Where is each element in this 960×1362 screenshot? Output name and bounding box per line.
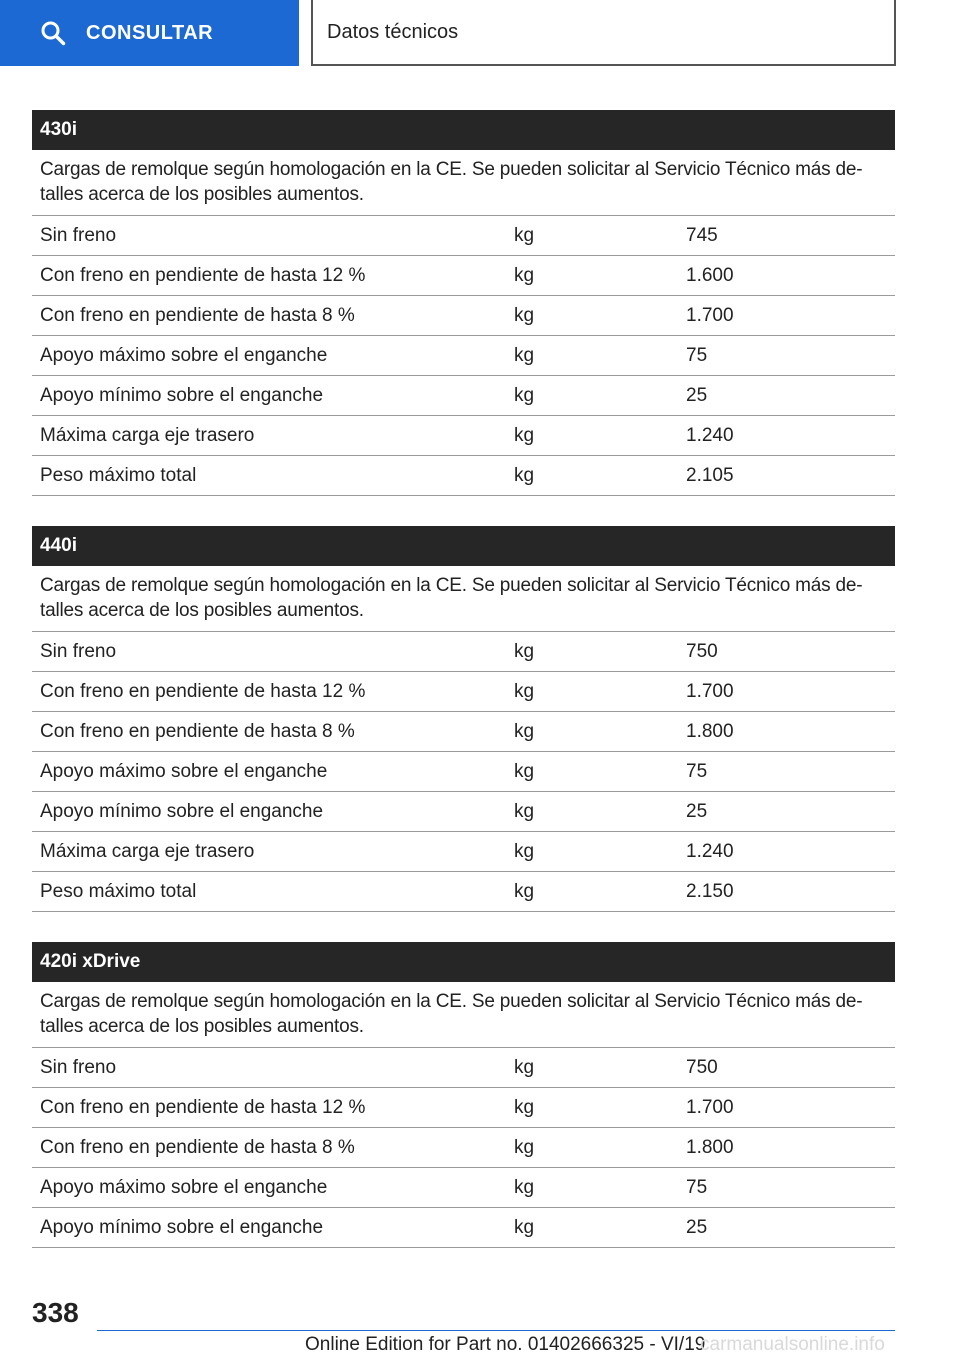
- row-unit: kg: [514, 680, 535, 702]
- table-row: [32, 792, 895, 832]
- row-label: Sin freno: [40, 1056, 117, 1078]
- row-label: Máxima carga eje trasero: [40, 424, 255, 446]
- row-unit: kg: [514, 384, 535, 406]
- table-row: [32, 712, 895, 752]
- consult-button-label: CONSULTAR: [86, 21, 214, 44]
- row-unit: kg: [514, 264, 535, 286]
- table-row: [32, 1128, 895, 1168]
- spec-section: [32, 526, 895, 912]
- table-row: [32, 256, 895, 296]
- row-unit: kg: [514, 424, 535, 446]
- table-row: [32, 672, 895, 712]
- row-unit: kg: [514, 464, 535, 486]
- row-label: Con freno en pendiente de hasta 8 %: [40, 1136, 355, 1158]
- row-unit: kg: [514, 304, 535, 326]
- row-label: Peso máximo total: [40, 464, 197, 486]
- row-unit: kg: [514, 1136, 535, 1158]
- spec-tables: [32, 110, 895, 1278]
- section-title: Datos técnicos: [311, 0, 896, 66]
- row-value: 1.800: [686, 720, 734, 742]
- row-value: 25: [686, 1216, 708, 1238]
- section-heading: 420i xDrive: [32, 942, 895, 982]
- table-row: [32, 1088, 895, 1128]
- watermark: carmanualsonline.info: [700, 1334, 885, 1355]
- table-row: [32, 832, 895, 872]
- row-value: 25: [686, 384, 708, 406]
- row-value: 1.240: [686, 840, 734, 862]
- row-value: 1.600: [686, 264, 734, 286]
- row-label: Peso máximo total: [40, 880, 197, 902]
- row-unit: kg: [514, 640, 535, 662]
- table-row: [32, 632, 895, 672]
- row-label: Apoyo mínimo sobre el enganche: [40, 384, 324, 406]
- row-label: Con freno en pendiente de hasta 12 %: [40, 1096, 366, 1118]
- row-label: Con freno en pendiente de hasta 8 %: [40, 304, 355, 326]
- row-unit: kg: [514, 720, 535, 742]
- row-label: Apoyo mínimo sobre el enganche: [40, 800, 324, 822]
- row-unit: kg: [514, 1176, 535, 1198]
- row-label: Con freno en pendiente de hasta 12 %: [40, 680, 366, 702]
- table-row: [32, 416, 895, 456]
- table-row: [32, 216, 895, 256]
- table-row: [32, 1208, 895, 1248]
- search-icon: [40, 20, 66, 46]
- row-value: 75: [686, 1176, 708, 1198]
- row-value: 750: [686, 640, 718, 662]
- table-row: [32, 872, 895, 912]
- table-row: [32, 296, 895, 336]
- section-heading: 440i: [32, 526, 895, 566]
- row-label: Apoyo máximo sobre el enganche: [40, 760, 328, 782]
- row-value: 75: [686, 344, 708, 366]
- section-heading: 430i: [32, 110, 895, 150]
- row-label: Máxima carga eje trasero: [40, 840, 255, 862]
- table-row: [32, 336, 895, 376]
- row-value: 25: [686, 800, 708, 822]
- row-value: 750: [686, 1056, 718, 1078]
- table-row: [32, 1048, 895, 1088]
- row-value: 745: [686, 224, 718, 246]
- row-value: 1.700: [686, 680, 734, 702]
- spec-section: [32, 942, 895, 1248]
- row-label: Apoyo mínimo sobre el enganche: [40, 1216, 324, 1238]
- section-description: Cargas de remolque según homologación en la CE. Se pueden solicitar al Servicio Técnico más de-talles acerca de los posibles aumentos.: [32, 566, 895, 632]
- row-value: 2.105: [686, 464, 734, 486]
- row-unit: kg: [514, 1216, 535, 1238]
- row-label: Apoyo máximo sobre el enganche: [40, 1176, 328, 1198]
- row-value: 1.700: [686, 1096, 734, 1118]
- row-label: Sin freno: [40, 640, 117, 662]
- row-label: Sin freno: [40, 224, 117, 246]
- section-description: Cargas de remolque según homologación en la CE. Se pueden solicitar al Servicio Técnico más de-talles acerca de los posibles aumentos.: [32, 150, 895, 216]
- row-unit: kg: [514, 880, 535, 902]
- row-value: 75: [686, 760, 708, 782]
- row-value: 2.150: [686, 880, 734, 902]
- table-row: [32, 376, 895, 416]
- row-unit: kg: [514, 800, 535, 822]
- footer-divider: [97, 1330, 895, 1331]
- row-value: 1.800: [686, 1136, 734, 1158]
- row-label: Apoyo máximo sobre el enganche: [40, 344, 328, 366]
- table-row: [32, 752, 895, 792]
- section-description: Cargas de remolque según homologación en la CE. Se pueden solicitar al Servicio Técnico más de-talles acerca de los posibles aumentos.: [32, 982, 895, 1048]
- row-value: 1.240: [686, 424, 734, 446]
- row-unit: kg: [514, 224, 535, 246]
- row-label: Con freno en pendiente de hasta 8 %: [40, 720, 355, 742]
- row-unit: kg: [514, 1056, 535, 1078]
- row-label: Con freno en pendiente de hasta 12 %: [40, 264, 366, 286]
- table-row: [32, 456, 895, 496]
- row-unit: kg: [514, 840, 535, 862]
- table-row: [32, 1168, 895, 1208]
- row-value: 1.700: [686, 304, 734, 326]
- row-unit: kg: [514, 1096, 535, 1118]
- edition-text: Online Edition for Part no. 01402666325 - VI/19: [305, 1334, 706, 1355]
- row-unit: kg: [514, 344, 535, 366]
- page-number: 338: [32, 1297, 79, 1328]
- spec-section: [32, 110, 895, 496]
- consult-button[interactable]: [0, 0, 299, 66]
- row-unit: kg: [514, 760, 535, 782]
